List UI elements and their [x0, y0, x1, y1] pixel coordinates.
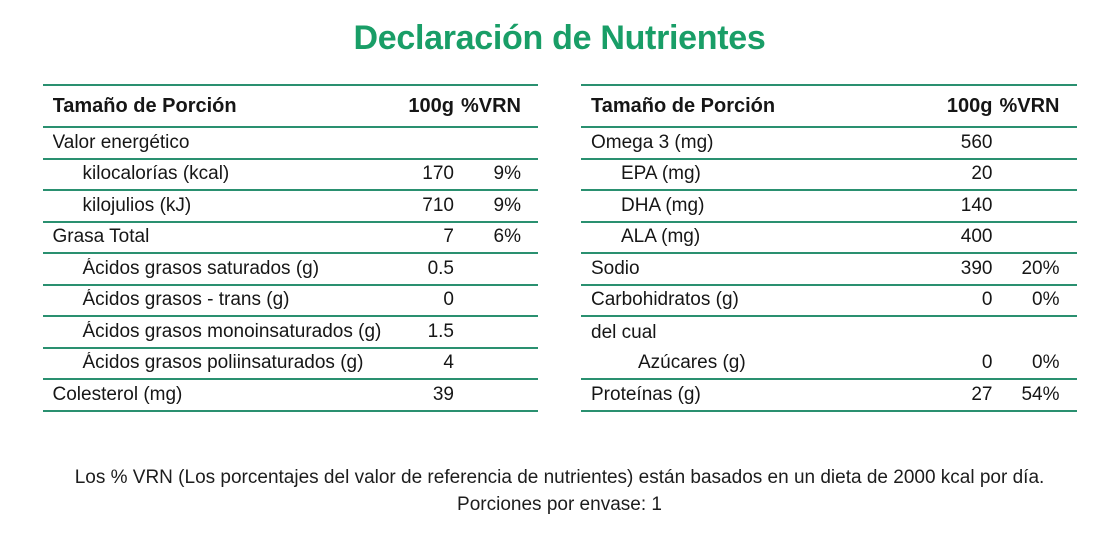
nutrient-amount-100g: 0.5 — [427, 257, 454, 279]
nutrient-label: ALA (mg) — [621, 226, 701, 248]
table-row — [581, 254, 1077, 286]
header-serving-size-label: Tamaño de Porción — [591, 94, 776, 117]
table-row — [581, 191, 1077, 223]
header-serving-size-label: Tamaño de Porción — [52, 94, 237, 117]
nutrient-label: DHA (mg) — [621, 194, 705, 216]
table-body — [43, 128, 539, 412]
nutrient-amount-100g: 0 — [443, 289, 454, 311]
nutrient-label: EPA (mg) — [621, 163, 701, 185]
table-row — [581, 317, 1077, 349]
nutrient-amount-100g: 39 — [432, 383, 454, 405]
nutrient-vrn-percent: 0% — [1032, 289, 1060, 311]
table-row — [43, 380, 539, 412]
nutrient-amount-100g: 140 — [960, 194, 993, 216]
nutrient-vrn-percent: 0% — [1032, 352, 1060, 374]
tables-container — [43, 84, 1077, 412]
nutrient-amount-100g: 400 — [960, 226, 993, 248]
nutrient-amount-100g: 27 — [971, 383, 993, 405]
table-header — [43, 86, 539, 128]
nutrient-amount-100g: 560 — [960, 131, 993, 153]
table-row — [581, 128, 1077, 160]
table-row — [581, 160, 1077, 192]
nutrient-amount-100g: 170 — [422, 163, 454, 185]
nutrient-label: Omega 3 (mg) — [591, 131, 714, 153]
table-row — [581, 286, 1077, 318]
nutrition-table-right — [581, 84, 1077, 412]
nutrient-label: Ácidos grasos saturados (g) — [82, 257, 320, 279]
nutrient-label: Grasa Total — [52, 226, 150, 248]
header-vrn-column: %VRN — [460, 94, 521, 117]
nutrient-label: Carbohidratos (g) — [591, 289, 739, 311]
table-row — [43, 349, 539, 381]
nutrition-declaration-page — [0, 18, 1119, 518]
nutrient-amount-100g: 710 — [422, 194, 454, 216]
nutrient-label: Colesterol (mg) — [52, 383, 183, 405]
nutrient-label: Sodio — [591, 257, 640, 279]
nutrient-amount-100g: 4 — [443, 352, 454, 374]
table-row — [43, 254, 539, 286]
nutrient-amount-100g: 7 — [443, 226, 454, 248]
nutrient-amount-100g: 390 — [960, 257, 993, 279]
header-amount-column: 100g — [408, 94, 454, 117]
nutrient-label: Azúcares (g) — [638, 352, 746, 374]
nutrient-vrn-percent: 20% — [1021, 257, 1060, 279]
nutrient-vrn-percent: 6% — [493, 226, 521, 248]
nutrient-label: Proteínas (g) — [591, 383, 701, 405]
table-row — [43, 286, 539, 318]
page-title: Declaración de Nutrientes — [353, 19, 766, 57]
nutrient-amount-100g: 0 — [981, 352, 993, 374]
nutrient-vrn-percent: 9% — [493, 163, 521, 185]
header-amount-column: 100g — [946, 94, 993, 117]
nutrient-amount-100g: 1.5 — [427, 320, 454, 342]
table-row — [43, 191, 539, 223]
table-row — [43, 160, 539, 192]
nutrient-vrn-percent: 54% — [1021, 383, 1060, 405]
table-row — [581, 380, 1077, 412]
nutrition-table-left — [43, 84, 539, 412]
header-vrn-column: %VRN — [999, 94, 1060, 117]
nutrient-label: Ácidos grasos poliinsaturados (g) — [82, 352, 364, 374]
nutrient-label: Ácidos grasos - trans (g) — [82, 289, 290, 311]
nutrient-vrn-percent: 9% — [493, 194, 521, 216]
table-row — [43, 223, 539, 255]
table-row — [43, 317, 539, 349]
table-row — [581, 223, 1077, 255]
table-body — [581, 128, 1077, 412]
vrn-footnote: Los % VRN (Los porcentajes del valor de referencia de nutrientes) están basados en un dieta de 2000 kcal por día. Porciones por envase: 1 — [74, 466, 1045, 515]
nutrient-label: kilojulios (kJ) — [82, 194, 192, 216]
nutrient-amount-100g: 20 — [971, 163, 993, 185]
table-header — [581, 86, 1077, 128]
nutrient-label: Ácidos grasos monoinsaturados (g) — [82, 320, 382, 342]
nutrient-amount-100g: 0 — [981, 289, 993, 311]
nutrient-label: kilocalorías (kcal) — [82, 163, 230, 185]
table-row — [581, 349, 1077, 381]
nutrient-label: del cual — [591, 321, 657, 343]
nutrient-label: Valor energético — [52, 131, 190, 153]
table-row — [43, 128, 539, 160]
